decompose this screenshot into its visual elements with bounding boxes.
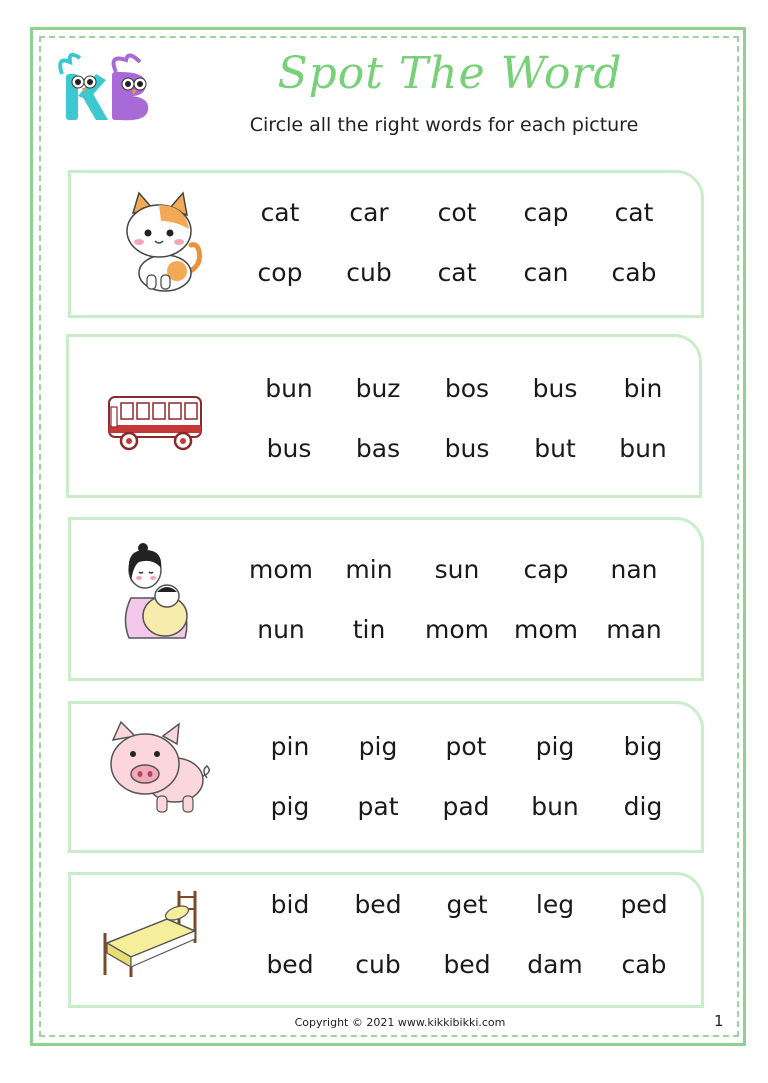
- word-option[interactable]: bun: [619, 434, 667, 463]
- word-option[interactable]: pat: [357, 792, 399, 821]
- word-option[interactable]: bus: [266, 434, 312, 463]
- word-option[interactable]: nan: [610, 555, 658, 584]
- word-option[interactable]: leg: [535, 890, 575, 919]
- word-row-bus: [66, 334, 702, 498]
- word-option[interactable]: mom: [248, 555, 313, 584]
- mother-and-baby-icon: [93, 542, 213, 652]
- word-option[interactable]: cot: [437, 198, 477, 227]
- word-option[interactable]: bed: [266, 950, 314, 979]
- copyright-notice: Copyright © 2021 www.kikkibikki.com: [294, 1016, 506, 1029]
- word-option[interactable]: cat: [614, 198, 654, 227]
- word-option[interactable]: cap: [523, 198, 569, 227]
- word-option[interactable]: mom: [424, 615, 489, 644]
- word-option[interactable]: tin: [352, 615, 386, 644]
- word-option[interactable]: can: [523, 258, 569, 287]
- word-option[interactable]: min: [345, 555, 393, 584]
- word-option[interactable]: ped: [620, 890, 668, 919]
- word-option[interactable]: man: [606, 615, 662, 644]
- bed-icon: [95, 877, 215, 987]
- word-option[interactable]: bun: [265, 374, 313, 403]
- page-title: Spot The Word: [277, 48, 623, 99]
- word-option[interactable]: bed: [354, 890, 402, 919]
- word-option[interactable]: cab: [621, 950, 667, 979]
- pig-icon: [101, 718, 221, 828]
- word-option[interactable]: get: [446, 890, 488, 919]
- word-option[interactable]: bed: [443, 950, 491, 979]
- word-option[interactable]: nun: [257, 615, 305, 644]
- page-instructions: Circle all the right words for each picture: [249, 114, 639, 136]
- word-option[interactable]: pig: [270, 792, 310, 821]
- word-option[interactable]: bos: [444, 374, 490, 403]
- word-option[interactable]: dig: [623, 792, 663, 821]
- word-option[interactable]: bid: [270, 890, 310, 919]
- word-option[interactable]: pad: [442, 792, 490, 821]
- word-option[interactable]: cab: [611, 258, 657, 287]
- word-option[interactable]: bas: [355, 434, 401, 463]
- word-option[interactable]: buz: [355, 374, 401, 403]
- kb-logo: [52, 46, 162, 136]
- page-number: 1: [714, 1012, 724, 1030]
- bus-icon: [99, 361, 219, 471]
- word-option[interactable]: car: [349, 198, 389, 227]
- word-option[interactable]: bin: [623, 374, 663, 403]
- word-option[interactable]: pin: [270, 732, 310, 761]
- word-option[interactable]: cap: [523, 555, 569, 584]
- word-option[interactable]: cat: [437, 258, 477, 287]
- word-option[interactable]: pig: [535, 732, 575, 761]
- word-option[interactable]: bun: [531, 792, 579, 821]
- word-option[interactable]: but: [534, 434, 576, 463]
- word-option[interactable]: big: [623, 732, 663, 761]
- word-option[interactable]: bus: [444, 434, 490, 463]
- word-option[interactable]: cop: [257, 258, 303, 287]
- word-row-pig: [68, 701, 704, 853]
- word-row-cat: [68, 170, 704, 318]
- cat-icon: [99, 187, 219, 297]
- word-option[interactable]: pig: [358, 732, 398, 761]
- word-option[interactable]: cub: [346, 258, 392, 287]
- word-option[interactable]: cat: [260, 198, 300, 227]
- word-row-bed: [68, 872, 704, 1008]
- word-option[interactable]: bus: [532, 374, 578, 403]
- word-option[interactable]: mom: [513, 615, 578, 644]
- word-option[interactable]: pot: [445, 732, 487, 761]
- word-option[interactable]: sun: [434, 555, 480, 584]
- word-option[interactable]: cub: [355, 950, 401, 979]
- word-row-mom: [68, 517, 704, 681]
- word-option[interactable]: dam: [527, 950, 583, 979]
